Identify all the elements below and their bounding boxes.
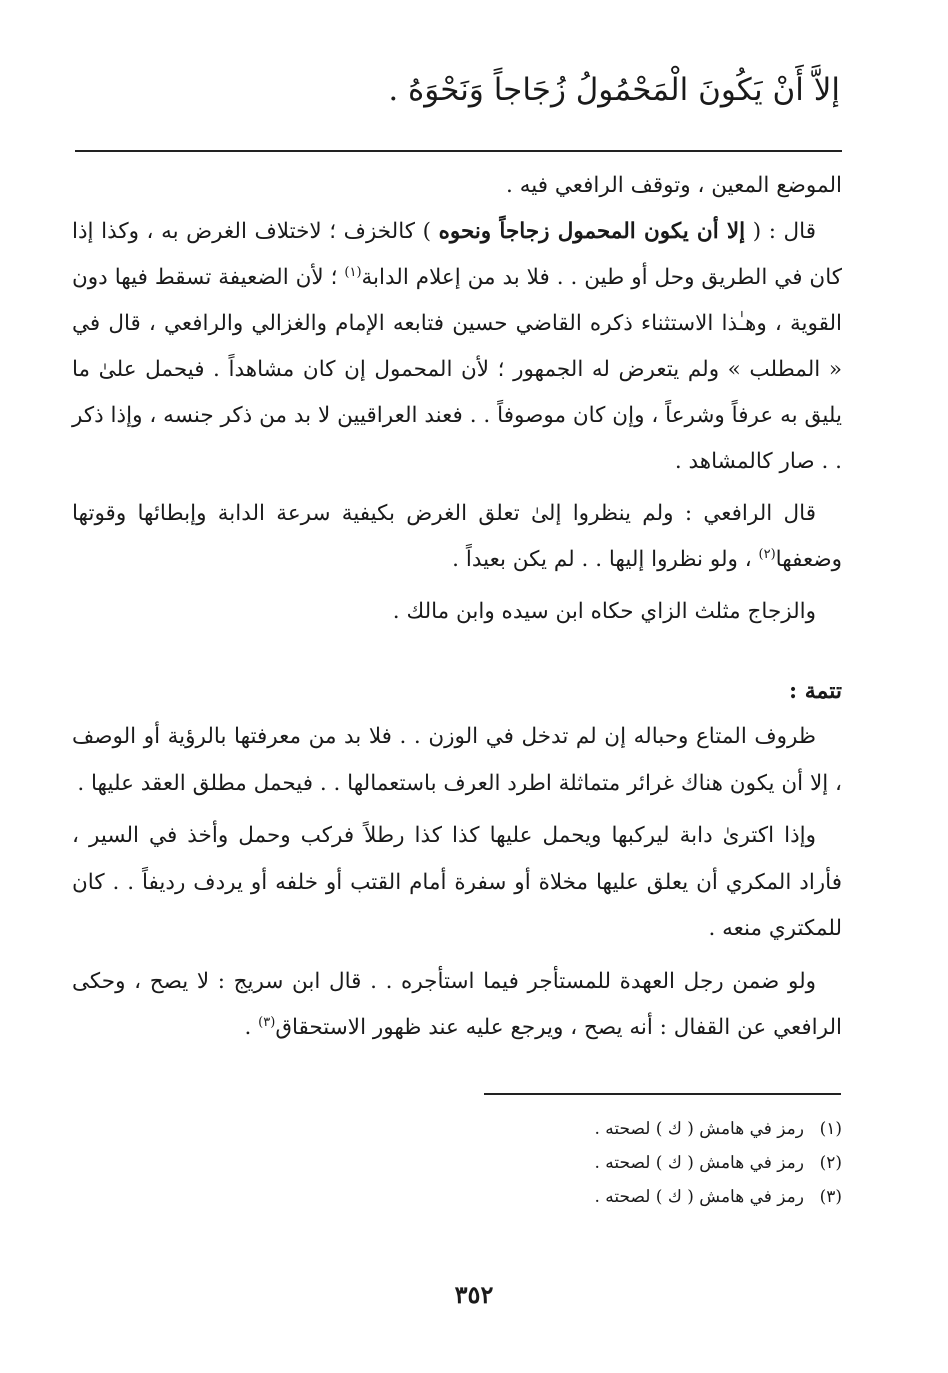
footnote-text: رمز في هامش ( ك ) لصحته .	[594, 1153, 804, 1173]
footnote-ref-3[interactable]: (٣)	[258, 1014, 276, 1030]
paragraph-3-rest: ، ولو نظروا إليها . . لم يكن بعيداً .	[452, 547, 759, 572]
paragraph-2-intro: قال : (	[745, 219, 816, 244]
footnotes	[442, 1112, 842, 1214]
footnote-number: (٢)	[819, 1153, 842, 1173]
quoted-matn: إلا أن يكون المحمول زجاجاً ونحوه	[438, 219, 746, 244]
tatimma-paragraph-3	[72, 959, 842, 1052]
paragraph-3-body: قال الرافعي : ولم ينظروا إلىٰ تعلق الغرض بكيفية سرعة الدابة وإبطائها وقوتها وضعفها	[72, 501, 842, 572]
paragraph-4: والزجاج مثلث الزاي حكاه ابن سيده وابن مالك .	[392, 599, 816, 624]
footnote-text: رمز في هامش ( ك ) لصحته .	[594, 1187, 804, 1207]
footnote-text: رمز في هامش ( ك ) لصحته .	[594, 1119, 804, 1139]
commentary-section	[72, 163, 842, 635]
paragraph-2-body: ) كالخزف ؛ لاختلاف الغرض به ، وكذا إذا كان في الطريق وحل أو طين . . فلا بد من إعلام الدابة	[72, 219, 842, 290]
paragraph-2	[72, 209, 842, 485]
paragraph-2-rest: ؛ لأن الضعيفة تسقط فيها دون القوية ، وهـٰذا الاستثناء ذكره القاضي حسين فتابعه الإمام والغزالي والرافعي ، قال في « المطلب » ولم يتعرض له الجمهور ؛ لأن المحمول إن كان مشاهداً . فيحمل علىٰ ما يليق به عرفاً وشرعاً ، وإن كان موصوفاً . . فعند العراقيين لا بد من ذكر جنسه ، وإذا ذكر . . صار كالمشاهد .	[72, 265, 842, 474]
tatimma-heading: تتمة :	[788, 678, 842, 704]
footnote-number: (٣)	[819, 1187, 842, 1207]
matn-text: إلاَّ أَنْ يَكُونَ الْمَحْمُولُ زُجَاجاً وَنَحْوَهُ .	[388, 72, 840, 108]
footnote-divider	[484, 1093, 841, 1095]
footnote-2	[442, 1146, 842, 1180]
footnote-1	[442, 1112, 842, 1146]
tatimma-paragraph-2: وإذا اكترىٰ دابة ليركبها ويحمل عليها كذا كذا رطلاً فركب وحمل وأخذ في السير ، فأراد المكري أن يعلق عليها مخلاة أو سفرة أمام القتب أو خلفه أو يردف رديفاً . . كان للمكتري منعه .	[72, 823, 842, 941]
page-number: ٣٥٢	[454, 1280, 494, 1309]
tatimma-paragraph-3-rest: .	[244, 1015, 259, 1040]
footnote-number: (١)	[819, 1119, 842, 1139]
footnote-ref-1[interactable]: (١)	[344, 264, 362, 280]
footnote-ref-2[interactable]: (٢)	[758, 546, 776, 562]
paragraph-1: الموضع المعين ، وتوقف الرافعي فيه .	[506, 173, 842, 198]
header-divider	[75, 150, 842, 152]
tatimma-paragraph-1: ظروف المتاع وحباله إن لم تدخل في الوزن . . فلا بد من معرفتها بالرؤية أو الوصف ، إلا أن يكون هناك غرائر متماثلة اطرد العرف باستعمالها . . فيحمل مطلق العقد عليها .	[72, 724, 842, 796]
tatimma-section	[72, 714, 842, 1052]
paragraph-3	[72, 491, 842, 583]
footnote-3	[442, 1180, 842, 1214]
tatimma-paragraph-3-body: ولو ضمن رجل العهدة للمستأجر فيما استأجره . . قال ابن سريج : لا يصح ، وحكى الرافعي عن القفال : أنه يصح ، ويرجع عليه عند ظهور الاستحقاق	[72, 968, 842, 1040]
